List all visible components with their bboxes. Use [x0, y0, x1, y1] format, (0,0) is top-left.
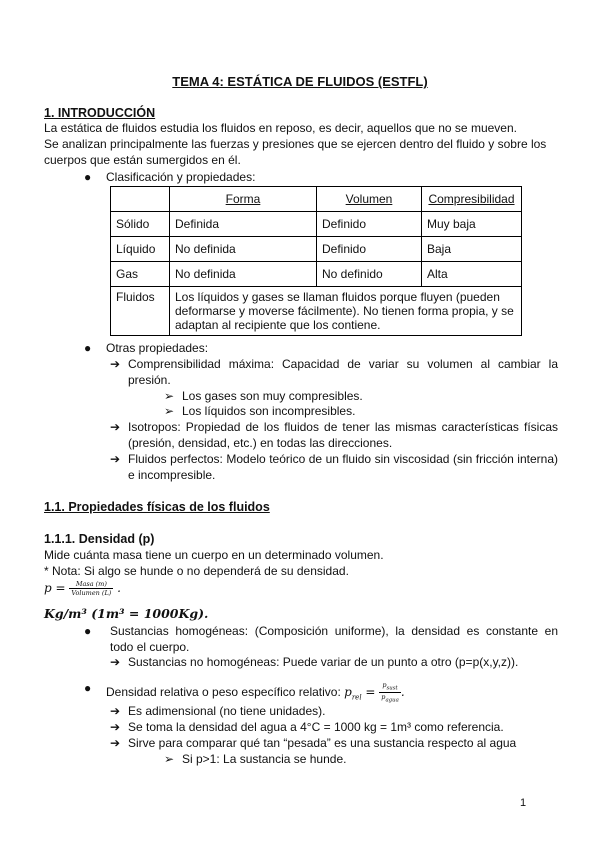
table-cell: Líquido	[111, 237, 170, 262]
table-header-cell: Forma	[170, 187, 317, 212]
arrow-right-icon: ➔	[110, 704, 121, 718]
densidad-note: * Nota: Si algo se hunde o no dependerá de su densidad.	[44, 564, 349, 578]
densidad-definition: Mide cuánta masa tiene un cuerpo en un determinado volumen.	[44, 548, 384, 562]
table-cell: No definida	[170, 237, 317, 262]
arrow-item-adimensional	[110, 704, 558, 720]
densidad-units: Kg/m³ (1m³ = 1000Kg).	[44, 606, 209, 621]
formula-lhs: p =	[44, 581, 66, 595]
sub-item-text: Los gases son muy compresibles.	[182, 389, 363, 403]
sub-item-text: Los líquidos son incompresibles.	[182, 404, 356, 418]
sub-item-se-hunde	[164, 752, 562, 768]
arrow-item-comparar	[110, 736, 558, 752]
table-cell: Baja	[422, 237, 522, 262]
arrow-right-icon: ➔	[110, 357, 121, 371]
arrow-right-icon: ➔	[110, 452, 121, 466]
densidad-formula	[44, 580, 560, 597]
rel-numerator: $p_{sust}$	[379, 681, 401, 693]
bullet-dot-icon: ●	[84, 681, 92, 695]
arrow-item-text: Es adimensional (no tiene unidades).	[128, 704, 326, 718]
arrow-item-isotropos	[110, 420, 558, 451]
formula-numerator: Masa (m)	[69, 580, 113, 589]
bullet-dot-icon: ●	[84, 624, 92, 638]
rel-lhs: p	[344, 685, 352, 700]
intro-paragraph-2: Se analizan principalmente las fuerzas y presiones que se ejercen dentro del fluido y sobre los cuerpos que están sumergidos en él.	[44, 137, 547, 167]
rel-denominator: $p_{agua}$	[381, 693, 399, 704]
bullet-dot-icon: ●	[84, 170, 92, 184]
arrow-item-text: Sirve para comparar qué tan “pesada” es una sustancia respecto al agua	[128, 736, 517, 750]
table-header-cell	[111, 187, 170, 212]
rel-sub: rel	[351, 693, 362, 702]
table-header-cell: Volumen	[317, 187, 422, 212]
arrow-right-icon: ➔	[110, 736, 121, 750]
formula-fraction	[69, 580, 113, 597]
rel-eq: =	[365, 685, 376, 700]
rel-end: .	[400, 685, 405, 700]
rel-fraction	[379, 681, 401, 705]
formula-denominator: Volumen (L)	[71, 589, 112, 597]
table-header-cell: Compresibilidad	[422, 187, 522, 212]
table-cell: Sólido	[111, 212, 170, 237]
table-row	[111, 237, 522, 262]
bullet-otras-text: Otras propiedades:	[106, 341, 209, 355]
arrow-item-fluidos-perfectos	[110, 452, 558, 483]
section-heading-propiedades-fisicas: 1.1. Propiedades físicas de los fluidos	[44, 500, 270, 514]
arrow-item-text: Comprensibilidad máxima: Capacidad de variar su volumen al cambiar la presión.	[128, 357, 558, 387]
table-cell: Gas	[111, 262, 170, 287]
table-cell: Definida	[170, 212, 317, 237]
table-cell-fluidos-description: Los líquidos y gases se llaman fluidos porque fluyen (pueden deformarse y moverse fácilmente). No tienen forma propia, y se adaptan al recipiente que los contiene.	[170, 287, 522, 336]
bullet-homogeneas-text: Sustancias homogéneas: (Composición uniforme), la densidad es constante en todo el cuerpo.	[110, 624, 558, 654]
arrowhead-icon: ➢	[164, 404, 175, 418]
table-cell: No definido	[317, 262, 422, 287]
table-row	[111, 262, 522, 287]
table-cell: Alta	[422, 262, 522, 287]
arrowhead-icon: ➢	[164, 389, 175, 403]
table-cell: Muy baja	[422, 212, 522, 237]
table-cell: No definida	[170, 262, 317, 287]
table-header-row	[111, 187, 522, 212]
arrow-item-text: Fluidos perfectos: Modelo teórico de un fluido sin viscosidad (sin fricción interna) e incompresible.	[128, 452, 558, 482]
table-row	[111, 212, 522, 237]
bullet-dot-icon: ●	[84, 341, 92, 355]
relative-density-formula	[344, 681, 405, 704]
section-heading-introduccion: 1. INTRODUCCIÓN	[44, 106, 156, 120]
page-title: TEMA 4: ESTÁTICA DE FLUIDOS (ESTFL)	[172, 74, 428, 89]
bullet-clasificacion	[84, 170, 256, 186]
table-cell: Fluidos	[111, 287, 170, 336]
intro-paragraph-1: La estática de fluidos estudia los fluidos en reposo, es decir, aquellos que no se mueven.	[44, 121, 517, 135]
formula-end: .	[117, 581, 121, 595]
arrow-item-no-homogeneas	[110, 655, 558, 671]
sub-item-text: Si p>1: La sustancia se hunde.	[182, 752, 347, 766]
page-number: 1	[520, 797, 527, 809]
table-cell: Definido	[317, 237, 422, 262]
arrow-item-text: Isotropos: Propiedad de los fluidos de tener las mismas características físicas (presión, densidad, etc.) en todas las direcciones.	[128, 420, 558, 450]
table-cell: Definido	[317, 212, 422, 237]
arrow-item-referencia-agua	[110, 720, 558, 736]
arrow-item-text: Sustancias no homogéneas: Puede variar de un punto a otro (p=p(x,y,z)).	[128, 655, 519, 669]
bullet-otras-propiedades	[84, 341, 209, 357]
bullet-densidad-relativa	[84, 681, 558, 706]
bullet-clasificacion-text: Clasificación y propiedades:	[106, 170, 256, 184]
arrowhead-icon: ➢	[164, 752, 175, 766]
arrow-right-icon: ➔	[110, 420, 121, 434]
arrow-item-compresibilidad	[110, 357, 558, 388]
arrow-item-text: Se toma la densidad del agua a 4°C = 1000 kg = 1m³ como referencia.	[128, 720, 504, 734]
arrow-right-icon: ➔	[110, 655, 121, 669]
bullet-homogeneas	[84, 624, 558, 655]
section-heading-densidad: 1.1.1. Densidad (p)	[44, 532, 155, 546]
sub-item-gases	[164, 389, 562, 405]
arrow-right-icon: ➔	[110, 720, 121, 734]
sub-item-liquidos	[164, 404, 562, 420]
table-row-fluidos	[111, 287, 522, 336]
bullet-relativa-text: Densidad relativa o peso específico relativo:	[106, 685, 341, 700]
properties-table	[110, 186, 522, 336]
